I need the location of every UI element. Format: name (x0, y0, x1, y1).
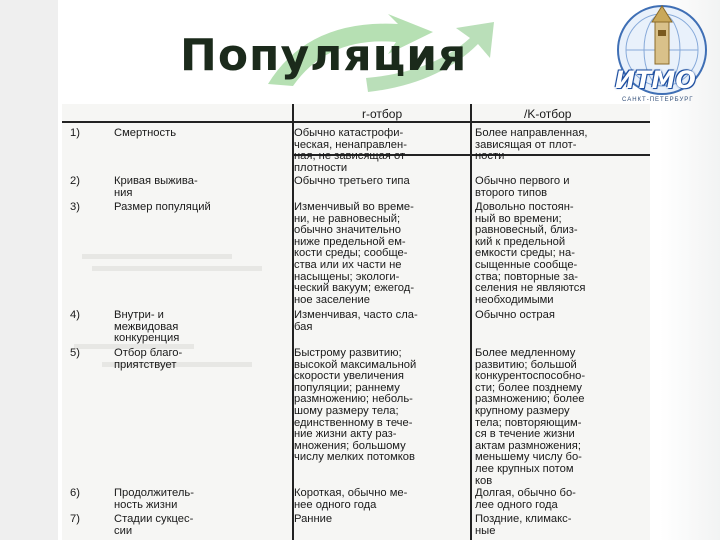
row-r-value: Изменчивый во време- ни, не равновесный; обычно значительно ниже предельной ем- кости среды; сообще- ства или их части не насыщены; экологи- ческий вакуум; ежегод- ное заселение (294, 201, 415, 306)
row-k-value: Обычно острая (475, 309, 555, 321)
row-k-value: Поздние, климакс- ные (475, 513, 572, 537)
slide-left-band (0, 0, 58, 540)
row-k-value: Обычно первого и второго типов (475, 175, 570, 199)
row-number: 5) (70, 347, 80, 359)
slide-title: Популяция (180, 30, 468, 81)
logo-wordmark: ИТМО (615, 66, 696, 94)
row-r-value: Обычно третьего типа (294, 175, 410, 187)
row-number: 7) (70, 513, 80, 525)
scanned-table (62, 104, 650, 540)
row-r-value: Ранние (294, 513, 333, 525)
row-criterion: Отбор благо- приятствует (114, 347, 183, 371)
row-criterion: Кривая выжива- ния (114, 175, 198, 199)
faded-text (92, 266, 262, 271)
row-k-value: Более медленному развитию; большой конкурентоспособно- сти; более позднему размножению; более крупному размеру тела; повторяющим- ся в течение жизни актам размножения; меньшему числу бо- лее крупных потом ков (475, 347, 586, 487)
column-header-r: r-отбор (362, 107, 403, 121)
row-criterion: Размер популяций (114, 201, 211, 213)
row-r-value: Обычно катастрофи- ческая, ненаправлен- ная, не зависящая от плотности (294, 127, 407, 174)
row-r-value: Изменчивая, часто сла- бая (294, 309, 418, 333)
table-column-divider (470, 104, 472, 540)
row-criterion: Стадии сукцес- сии (114, 513, 194, 537)
row-k-value: Более направленная, зависящая от плот- ности (475, 127, 588, 163)
row-r-value: Быстрому развитию; высокой максимальной скорости увеличения популяции; раннему размножению; неболь- шому размеру тела; единственному в тече- ние жизни акту раз- множения; большому числу мелких потомков (294, 347, 417, 464)
column-header-k: /K-отбор (524, 107, 572, 121)
row-number: 6) (70, 487, 80, 499)
row-r-value: Короткая, обычно ме- нее одного года (294, 487, 408, 511)
row-number: 3) (70, 201, 80, 213)
row-k-value: Долгая, обычно бо- лее одного года (475, 487, 576, 511)
row-criterion: Внутри- и межвидовая конкуренция (114, 309, 180, 345)
row-number: 2) (70, 175, 80, 187)
faded-text (82, 254, 232, 259)
row-k-value: Довольно постоян- ный во времени; равновесный, близ- кий к предельной емкости среды; на- сыщенные сообще- ства; повторные за- селения не являются необходимыми (475, 201, 586, 306)
row-criterion: Продолжитель- ность жизни (114, 487, 194, 511)
table-header-rule (62, 121, 650, 123)
row-number: 4) (70, 309, 80, 321)
row-criterion: Смертность (114, 127, 177, 139)
logo-tagline: САНКТ-ПЕТЕРБУРГ (622, 97, 694, 103)
row-number: 1) (70, 127, 80, 139)
